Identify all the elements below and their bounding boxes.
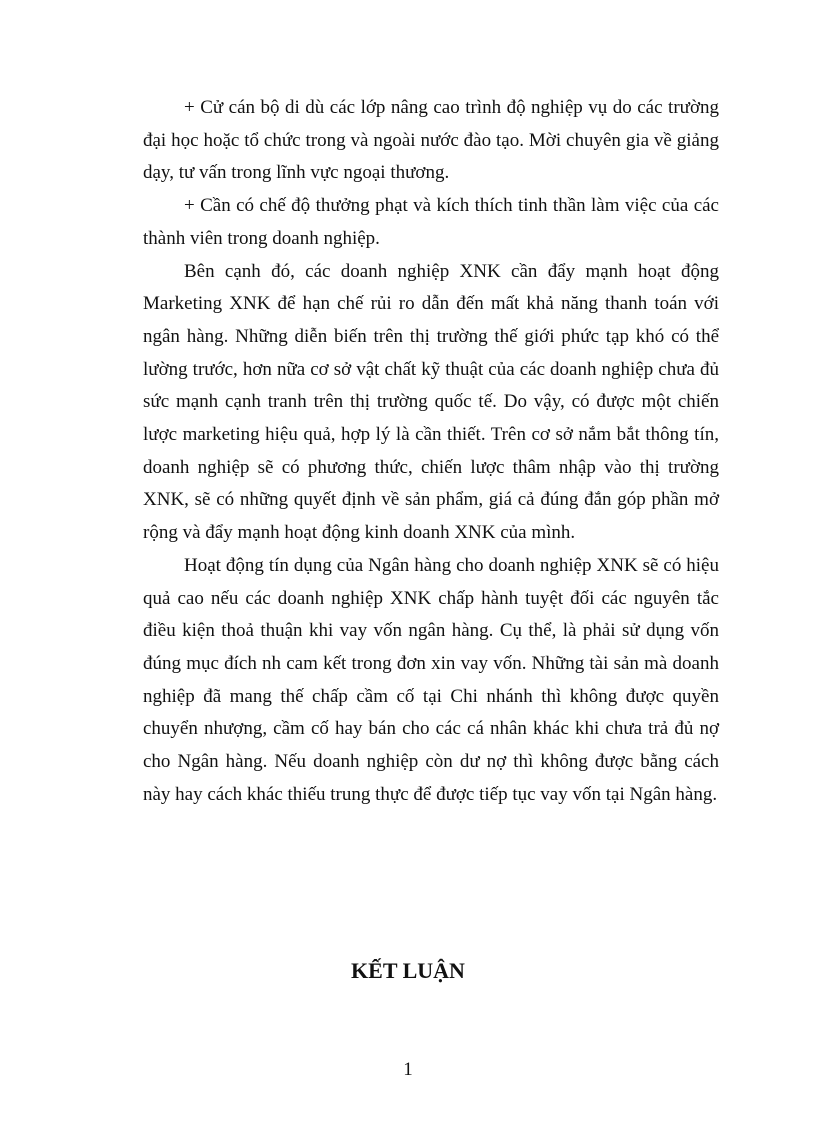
paragraph-credit-activity: Hoạt động tín dụng của Ngân hàng cho doanh nghiệp XNK sẽ có hiệu quả cao nếu các doanh nghiệp XNK chấp hành tuyệt đối các nguyên tắc điều kiện thoả thuận khi vay vốn ngân hàng. Cụ thể, là phải sử dụng vốn đúng mục đích nh cam kết trong đơn xin vay vốn. Những tài sản mà doanh nghiệp đã mang thế chấp cầm cố tại Chi nhánh thì không được quyền chuyển nhượng, cầm cố hay bán cho các cá nhân khác khi chưa trả đủ nợ cho Ngân hàng. Nếu doanh nghiệp còn dư nợ thì không được bằng cách này hay cách khác thiếu trung thực để được tiếp tục vay vốn tại Ngân hàng. xyxy=(143,554,719,805)
paragraph-marketing: Bên cạnh đó, các doanh nghiệp XNK cần đẩy mạnh hoạt động Marketing XNK để hạn chế rủi ro dẫn đến mất khả năng thanh toán với ngân hàng. Những diễn biến trên thị trường thế giới phức tạp khó có thể lường trước, hơn nữa cơ sở vật chất kỹ thuật của các doanh nghiệp chưa đủ sức mạnh cạnh tranh trên thị trường quốc tế. Do vậy, có được một chiến lược marketing hiệu quả, hợp lý là cần thiết. Trên cơ sở nắm bắt thông tín, doanh nghiệp sẽ có phương thức, chiến lược thâm nhập vào thị trường XNK, sẽ có những quyết định về sản phẩm, giá cả đúng đắn góp phần mở rộng và đẩy mạnh hoạt động kinh doanh XNK của mình. xyxy=(143,260,719,544)
paragraph-reward-policy: + Cần có chế độ thưởng phạt và kích thích tinh thần làm việc của các thành viên trong doanh nghiệp. xyxy=(143,195,719,249)
section-heading: KẾT LUẬN xyxy=(351,958,465,983)
body-text xyxy=(143,92,719,811)
paragraph-staff-training: + Cử cán bộ di dù các lớp nâng cao trình độ nghiệp vụ do các trường đại học hoặc tổ chức trong và ngoài nước đào tạo. Mời chuyên gia về giảng dạy, tư vấn trong lĩnh vực ngoại thương. xyxy=(143,97,719,184)
page-number: 1 xyxy=(403,1059,413,1080)
